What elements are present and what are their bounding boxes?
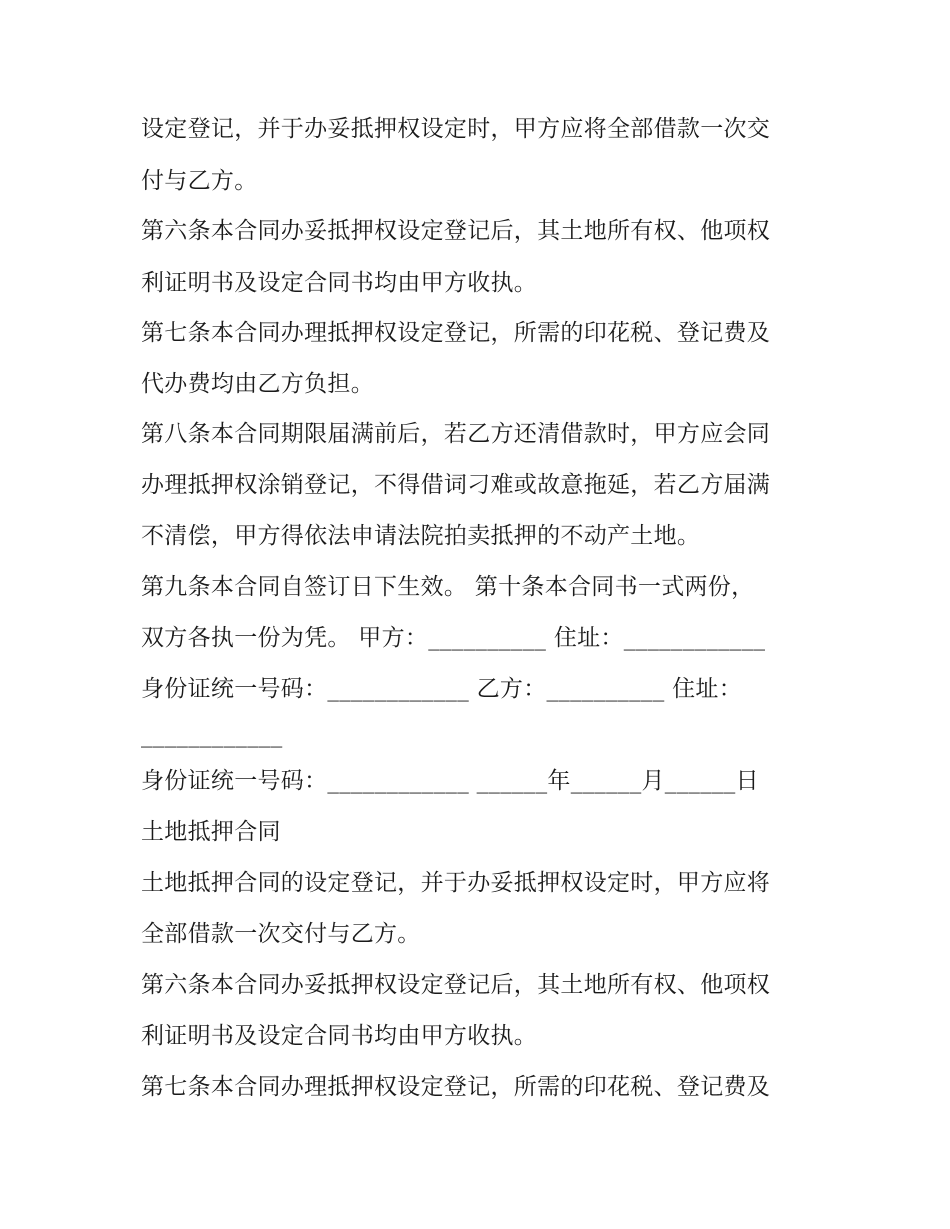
signature-date-line: 身份证统一号码：____________ ______年______月______日: [141, 768, 759, 794]
paragraph-line: 第六条本合同办妥抵押权设定登记后，其土地所有权、他项权: [141, 218, 771, 244]
paragraph-line: 付与乙方。: [141, 168, 258, 194]
paragraph-line: 第七条本合同办理抵押权设定登记，所需的印花税、登记费及: [141, 1074, 771, 1100]
signature-line: 身份证统一号码：____________ 乙方：__________ 住址：: [141, 676, 743, 702]
paragraph-line: 第七条本合同办理抵押权设定登记，所需的印花税、登记费及: [141, 320, 771, 346]
paragraph-line: 办理抵押权涂销登记，不得借词刁难或故意拖延，若乙方届满: [141, 472, 771, 498]
paragraph-line: 第九条本合同自签订日下生效。 第十条本合同书一式两份，: [141, 574, 755, 600]
paragraph-line: 土地抵押合同的设定登记，并于办妥抵押权设定时，甲方应将: [141, 870, 771, 896]
signature-line: ____________: [141, 722, 283, 748]
paragraph-line: 第八条本合同期限届满前后，若乙方还清借款时，甲方应会同: [141, 421, 771, 447]
paragraph-line: 设定登记，并于办妥抵押权设定时，甲方应将全部借款一次交: [141, 116, 771, 142]
paragraph-line: 利证明书及设定合同书均由甲方收执。: [141, 1023, 538, 1049]
paragraph-line: 利证明书及设定合同书均由甲方收执。: [141, 270, 538, 296]
signature-line: 双方各执一份为凭。 甲方：__________ 住址：____________: [141, 625, 766, 651]
paragraph-line: 全部借款一次交付与乙方。: [141, 921, 421, 947]
paragraph-line: 代办费均由乙方负担。: [141, 371, 374, 397]
paragraph-line: 不清偿，甲方得依法申请法院拍卖抵押的不动产土地。: [141, 523, 701, 549]
section-title: 土地抵押合同: [141, 819, 281, 845]
paragraph-line: 第六条本合同办妥抵押权设定登记后，其土地所有权、他项权: [141, 972, 771, 998]
